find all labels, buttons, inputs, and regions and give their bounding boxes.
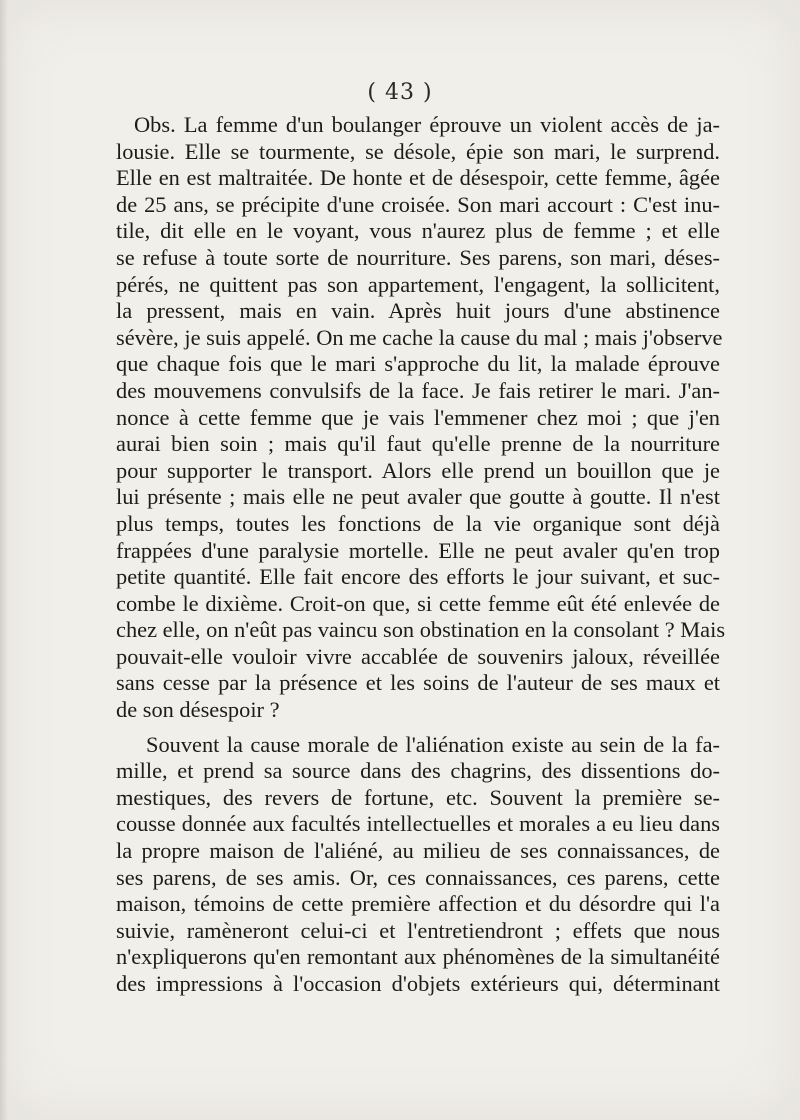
text-line: n'expliquerons qu'en remontant aux phénomènes de la simultanéité xyxy=(116,944,720,970)
text-line: sans cesse par la présence et les soins de l'auteur de ses maux et xyxy=(116,670,720,696)
text-line: pérés, ne quittent pas son appartement, l'engagent, la sollicitent, xyxy=(116,271,720,297)
text-line: mille, et prend sa source dans des chagrins, des dissentions do- xyxy=(116,758,720,784)
text-line: des impressions à l'occasion d'objets extérieurs qui, déterminant xyxy=(116,971,720,996)
text-line: tile, dit elle en le voyant, vous n'aurez plus de femme ; et elle xyxy=(116,218,720,244)
text-line: que chaque fois que le mari s'approche du lit, la malade éprouve xyxy=(116,351,720,377)
text-line: la pressent, mais en vain. Après huit jours d'une abstinence xyxy=(116,298,720,324)
text-line: chez elle, on n'eût pas vaincu son obstination en la consolant ? Mais xyxy=(116,617,726,643)
text-line: aurai bien soin ; mais qu'il faut qu'elle prenne de la nourriture xyxy=(116,431,720,457)
scan-edge-shadow xyxy=(0,0,8,1120)
text-line: ses parens, de ses amis. Or, ces connaissances, ces parens, cette xyxy=(116,864,720,890)
text-line: se refuse à toute sorte de nourriture. Ses parens, son mari, déses- xyxy=(116,244,720,270)
text-line: sévère, je suis appelé. On me cache la cause du mal ; mais j'observe xyxy=(116,324,723,350)
text-line: Elle en est maltraitée. De honte et de désespoir, cette femme, âgée xyxy=(116,165,720,191)
text-line: maison, témoins de cette première affection et du désordre qui l'a xyxy=(116,891,720,917)
text-line: cousse donnée aux facultés intellectuelles et morales a eu lieu dans xyxy=(116,811,720,837)
text-line: pouvait-elle vouloir vivre accablée de souvenirs jaloux, réveillée xyxy=(116,643,720,669)
page-number: ( 43 ) xyxy=(367,80,433,105)
body-text xyxy=(116,112,726,998)
text-line: pour supporter le transport. Alors elle prend un bouillon que je xyxy=(116,457,720,483)
paragraph-observation xyxy=(116,112,726,724)
paragraph-family-cause xyxy=(116,732,720,998)
text-line: de son désespoir ? xyxy=(116,697,280,723)
text-line: suivie, ramèneront celui-ci et l'entretiendront ; effets que nous xyxy=(116,917,720,943)
text-line: des mouvemens convulsifs de la face. Je fais retirer le mari. J'an- xyxy=(116,377,720,403)
text-line: la propre maison de l'aliéné, au milieu de ses connaissances, de xyxy=(116,838,720,864)
text-line: lousie. Elle se tourmente, se désole, épie son mari, le surprend. xyxy=(116,138,720,164)
text-line: frappées d'une paralysie mortelle. Elle ne peut avaler qu'en trop xyxy=(116,537,720,563)
text-line: de 25 ans, se précipite d'une croisée. Son mari accourt : C'est inu- xyxy=(116,191,720,217)
text-line: combe le dixième. Croit-on que, si cette femme eût été enlevée de xyxy=(116,590,720,616)
text-line: petite quantité. Elle fait encore des efforts le jour suivant, et suc- xyxy=(116,564,720,590)
text-line: Souvent la cause morale de l'aliénation existe au sein de la fa- xyxy=(146,731,720,757)
text-line: plus temps, toutes les fonctions de la vie organique sont déjà xyxy=(116,510,720,536)
paragraph-gap xyxy=(116,724,720,732)
text-line: lui présente ; mais elle ne peut avaler que goutte à goutte. Il n'est xyxy=(116,484,720,510)
text-line: mestiques, des revers de fortune, etc. Souvent la première se- xyxy=(116,784,720,810)
text-line: Obs. La femme d'un boulanger éprouve un violent accès de ja- xyxy=(134,112,720,137)
text-line: nonce à cette femme que je vais l'emmener chez moi ; que j'en xyxy=(116,404,720,430)
